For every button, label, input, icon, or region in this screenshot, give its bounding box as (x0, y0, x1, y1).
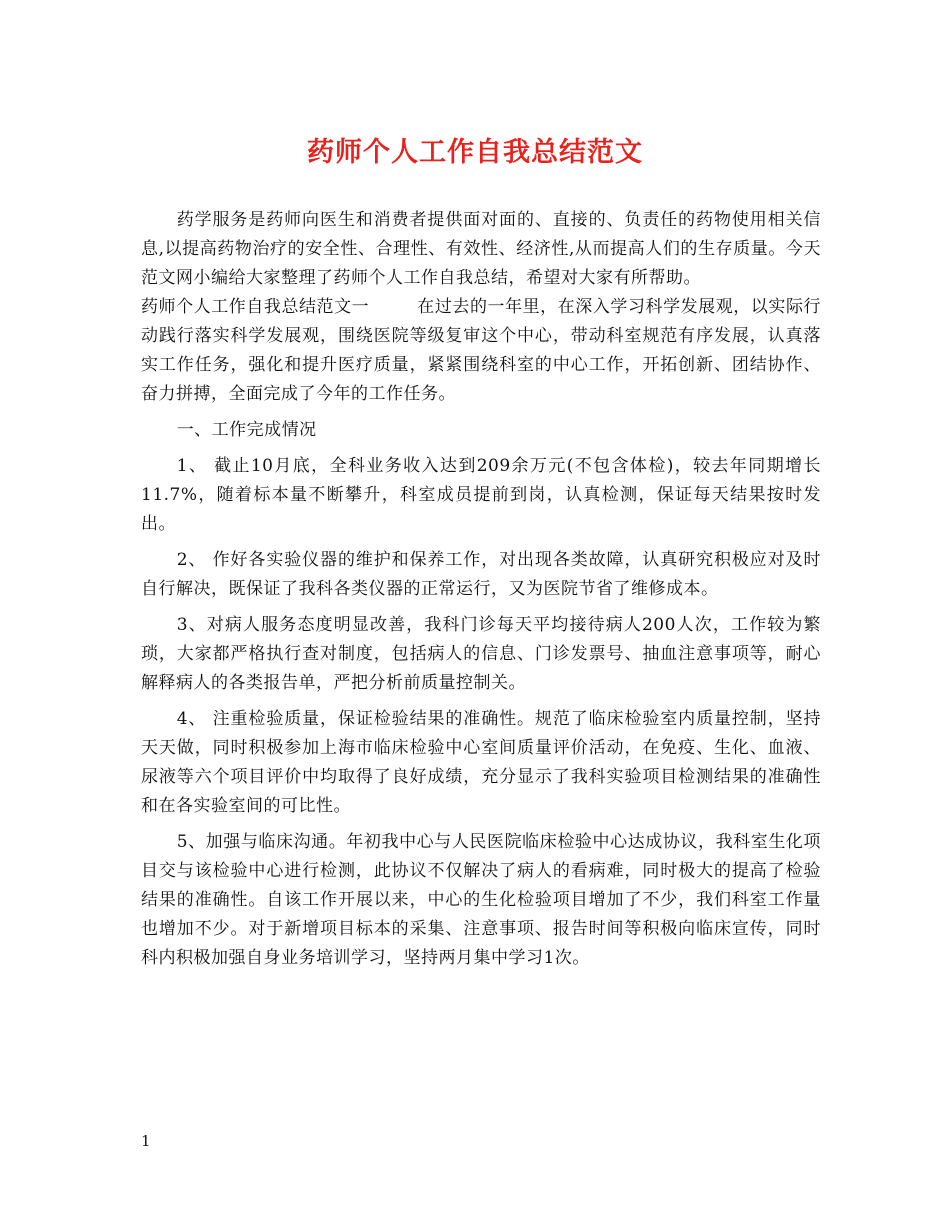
section-heading: 一、工作完成情况 (176, 420, 317, 440)
document-body (141, 206, 821, 973)
list-item: 3、对病人服务态度明显改善，我科门诊每天平均接待病人200人次，工作较为繁琐，大家都严格执行查对制度，包括病人的信息、门诊发票号、抽血注意事项等，耐心解释病人的各类报告单，严把分析前质量控制关。 (141, 615, 821, 693)
list-item: 4、 注重检验质量，保证检验结果的准确性。规范了临床检验室内质量控制，坚持天天做，同时积极参加上海市临床检验中心室间质量评价活动，在免疫、生化、血液、尿液等六个项目评价中均取得了良好成绩，充分显示了我科实验项目检测结果的准确性和在各实验室间的可比性。 (141, 709, 821, 816)
example-paragraph (141, 293, 821, 409)
list-item: 1、 截止10月底，全科业务收入达到209余万元(不包含体检)，较去年同期增长11.7%，随着标本量不断攀升，科室成员提前到岗，认真检测，保证每天结果按时发出。 (141, 456, 821, 534)
example-lead-text: 在过去的一年里，在深入学习科学发展观，以实际行动践行落实科学发展观，围绕医院等级复审这个中心，带动科室规范有序发展，认真落实工作任务，强化和提升医疗质量，紧紧围绕科室的中心工作，开拓创新、团结协作、奋力拼搏，全面完成了今年的工作任务。 (141, 297, 822, 404)
list-item: 2、 作好各实验仪器的维护和保养工作，对出现各类故障，认真研究积极应对及时自行解决，既保证了我科各类仪器的正常运行，又为医院节省了维修成本。 (141, 550, 821, 599)
example-heading: 药师个人工作自我总结范文一 (141, 297, 370, 317)
document-title: 药师个人工作自我总结范文 (307, 137, 643, 168)
page-number: 1 (141, 1132, 151, 1150)
intro-paragraph: 药学服务是药师向医生和消费者提供面对面的、直接的、负责任的药物使用相关信息,以提高药物治疗的安全性、合理性、有效性、经济性,从而提高人们的生存质量。今天范文网小编给大家整理了药师个人工作自我总结，希望对大家有所帮助。 (141, 210, 821, 288)
list-item: 5、加强与临床沟通。年初我中心与人民医院临床检验中心达成协议，我科室生化项目交与该检验中心进行检测，此协议不仅解决了病人的看病难，同时极大的提高了检验结果的准确性。自该工作开展以来，中心的生化检验项目增加了不少，我们科室工作量也增加不少。对于新增项目标本的采集、注意事项、报告时间等积极向临床宣传，同时科内积极加强自身业务培训学习，坚持两月集中学习1次。 (141, 832, 821, 968)
